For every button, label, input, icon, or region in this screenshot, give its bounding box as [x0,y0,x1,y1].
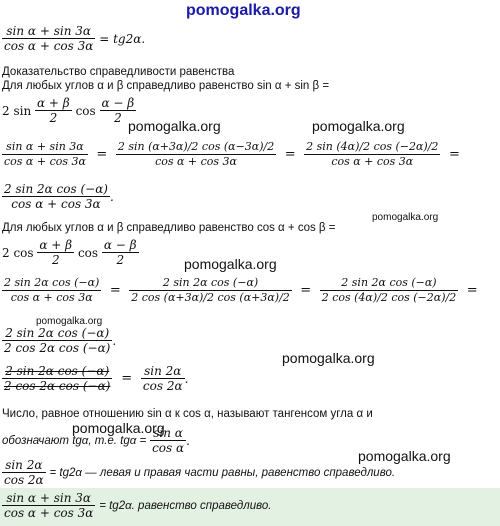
step5-num: 2 sin 2α cos (−α) [2,364,112,379]
conclusion2-num: sin α + sin 3α [2,491,95,506]
tangent-def-num: sin α [150,426,186,441]
watermark: pomogalka.org [282,350,375,366]
formula-coef: 2 sin [2,103,32,118]
sum-sin-statement: Для любых углов α и β справедливо равенство sin α + sin β = [2,80,330,92]
watermark: pomogalka.org [358,448,451,464]
task-equation [2,24,145,53]
formula-den2: 2 [114,111,122,125]
step1-equation: $\frac{\text{sin α + sin 3α}}{\text{cos α + cos 3α}}$ = $\frac{2 \sin (\alpha+3\alpha)/2 \cos (\alpha-3\alpha)/2}{\text{cos α + cos 3α}}$ = $\frac{2 \sin (4\alpha)/2 \cos (-2\alpha)/2}{\text{cos α + cos 3α}}$ = [4,140,460,168]
step3-lhs-den: cos α + cos 3α [10,291,93,304]
watermark: pomogalka.org [128,118,221,134]
step4-den: 2 cos 2α cos (−α) [4,341,111,355]
watermark: pomogalka.org [72,420,165,436]
final-equation [2,491,271,520]
step1-right-num: 2 sin (4α)/2 cos (−2α)/2 [306,140,439,153]
step4-equation: $\frac{\text{2 sin 2α cos (−α)}}{\text{2 cos 2α cos (−α)}}$ . [4,326,117,355]
step2-equation: $\frac{\text{2 sin 2α cos (−α)}}{\text{cos α + cos 3α}}$ . [4,182,114,211]
conclusion2-text: = tg2α. равенство справедливо. [99,499,272,512]
sum-cos-statement: Для любых углов α и β справедливо равенство cos α + cos β = [2,222,336,234]
conclusion1-num: sin 2α [2,458,46,473]
tangent-statement: Число, равное отношению sin α к cos α, называют тангенсом угла α и [2,408,373,420]
formula-num2: α − β [103,238,137,252]
final-result-box [0,488,500,526]
step1-mid-num: 2 sin (α+3α)/2 cos (α−3α)/2 [117,140,275,153]
watermark: pomogalka.org [184,256,277,272]
watermark: pomogalka.org [372,212,439,223]
step5-right-den: cos 2α [142,379,183,393]
step3-equation: $\frac{\text{2 sin 2α cos (−α)}}{\text{cos α + cos 3α}}$ = $\frac{\text{2 sin 2α cos (−α)}}{2 \cos (\alpha+3\alpha)/2 \cos (\alpha+3\alpha)/2}$ = $\frac{\text{2 sin 2α cos (−α)}}{2 \cos (4\alpha)/2 \cos (-2\alpha)/2}$ = [4,276,478,304]
formula-cos: cos [77,245,99,260]
formula-num1: α + β [37,96,70,110]
watermark: pomogalka.org [312,118,405,134]
proof-heading: Доказательство справедливости равенства [2,66,235,78]
step1-right-den: cos α + cos 3α [331,155,414,168]
task-numerator: sin α + sin 3α [2,24,95,39]
conclusion2-den: cos α + cos 3α [4,506,94,520]
step1-lhs-den: cos α + cos 3α [4,155,86,168]
step1-mid-den: cos α + cos 3α [155,155,237,168]
formula-den2: 2 [116,253,125,267]
formula-cos: cos [75,103,96,118]
formula-den1: 2 [51,253,60,267]
task-fraction [2,24,95,53]
conclusion1-den: cos 2α [4,473,44,487]
watermark: pomogalka.org [36,316,103,327]
step2-num: 2 sin 2α cos (−α) [4,182,108,196]
formula-coef: 2 cos [2,245,34,260]
step4-num: 2 sin 2α cos (−α) [2,326,112,341]
task-denominator: cos α + cos 3α [4,39,94,53]
conclusion1-text: = tg2α — левая и правая части равны, равенство справедливо. [49,466,396,479]
formula-den1: 2 [49,111,58,125]
step3-lhs-num: 2 sin 2α cos (−α) [4,276,100,289]
step5-equation: $\frac{\text{2 sin 2α cos (−α)}}{\text{2 cos 2α cos (−α)}}$ = $\frac{\sin 2\alpha}{\cos 2\alpha}$ . [4,364,189,393]
tangent-def-text: обозначают tgα, т.е. tgα = [2,434,147,447]
step3-mid-den: 2 cos (α+3α)/2 cos (α+3α)/2 [131,291,290,304]
tangent-def-den: cos α [152,441,185,455]
step2-den: cos α + cos 3α [11,197,101,211]
conclusion-line [2,458,395,487]
step3-right-den: 2 cos (4α)/2 cos (−2α)/2 [321,291,457,304]
step3-right-num: 2 sin 2α cos (−α) [320,276,459,291]
step3-mid-num: 2 sin 2α cos (−α) [129,276,292,291]
step1-lhs-num: sin α + sin 3α [2,140,88,155]
sum-cos-formula [2,238,139,267]
sum-sin-formula [2,96,136,125]
step5-den: 2 cos 2α cos (−α) [4,379,111,393]
step5-right-num: sin 2α [141,364,185,379]
formula-num1: α + β [39,238,73,252]
tangent-definition: обозначают tgα, т.е. tgα = $\frac{\text{sin α}}{\text{cos α}}$ . [2,426,190,455]
task-rhs: = tg2α. [99,31,146,46]
formula-num2: α − β [101,96,135,110]
site-header[interactable]: pomogalka.org [186,2,301,19]
